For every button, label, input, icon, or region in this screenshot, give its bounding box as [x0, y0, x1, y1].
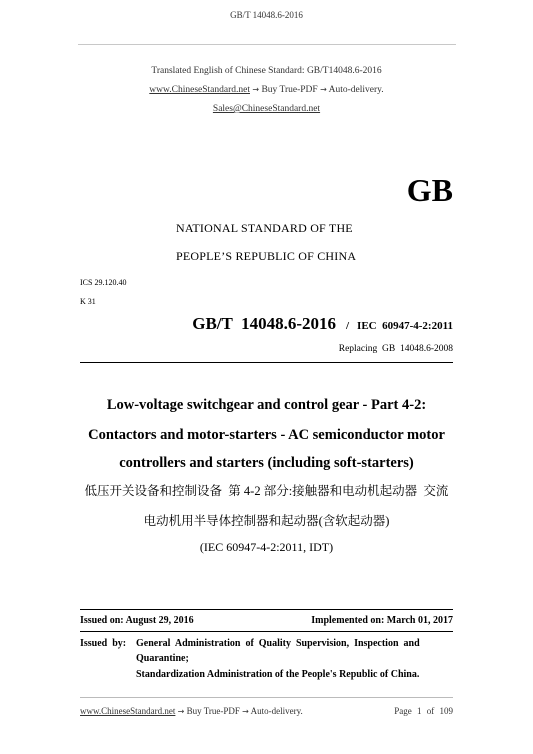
header-divider: [78, 44, 456, 45]
dates-bottom-divider: [80, 631, 453, 632]
total-pages: 109: [439, 706, 453, 716]
page-indicator: [394, 706, 453, 716]
arrow-right-icon: →: [320, 85, 327, 94]
title-zh-line2: 电动机用半导体控制器和起动器(含软起动器): [143, 514, 390, 528]
designation-slash: /: [345, 320, 350, 332]
ics-code: ICS 29.120.40: [80, 278, 127, 287]
running-header: GB/T 14048.6-2016: [230, 10, 303, 20]
footer-buy-text: Buy True-PDF: [186, 706, 240, 716]
footer-divider: [80, 697, 453, 698]
auto-delivery-text: Auto-delivery.: [328, 85, 384, 95]
footer-links: [80, 706, 303, 716]
arrow-right-icon: →: [242, 707, 249, 716]
buy-true-pdf-text: Buy True-PDF: [261, 85, 318, 95]
site-link[interactable]: www.ChineseStandard.net: [149, 85, 250, 95]
replacing-text: Replacing GB 14048.6-2008: [338, 344, 453, 354]
implemented-date: Implemented on: March 01, 2017: [311, 615, 453, 626]
page-number: 1: [417, 706, 422, 716]
translation-links: [0, 85, 533, 95]
arrow-right-icon: →: [252, 85, 260, 94]
of-label: of: [426, 706, 435, 716]
dates-top-divider: [80, 609, 453, 610]
footer-delivery-text: Auto-delivery.: [250, 706, 303, 716]
footer-site-link[interactable]: www.ChineseStandard.net: [80, 706, 176, 716]
title-en-line3: controllers and starters (including soft-starters): [119, 455, 414, 471]
issued-by-label: Issued by:: [80, 638, 127, 649]
issuer-line1: General Administration of Quality Supervision, Inspection and: [136, 638, 420, 649]
standard-number: GB/T 14048.6-2016: [192, 314, 336, 333]
translation-notice: Translated English of Chinese Standard: GB/T14048.6-2016: [151, 66, 382, 76]
page-label: Page: [394, 706, 412, 716]
title-zh-line1: 低压开关设备和控制设备 第 4-2 部分:接触器和电动机起动器 交流: [84, 484, 449, 498]
national-standard-line1: NATIONAL STANDARD OF THE: [176, 221, 353, 235]
standard-designation: [192, 314, 453, 334]
email-line: [0, 104, 533, 114]
issued-date: Issued on: August 29, 2016: [80, 615, 194, 626]
title-en-line1: Low-voltage switchgear and control gear - Part 4-2:: [106, 397, 427, 413]
ccs-code: K 31: [80, 297, 96, 306]
issuer-line2: Quarantine;: [136, 653, 189, 664]
designation-divider: [80, 362, 453, 363]
iec-reference: (IEC 60947-4-2:2011, IDT): [199, 540, 334, 554]
email-link[interactable]: Sales@ChineseStandard.net: [212, 104, 321, 114]
national-standard-line2: PEOPLE’S REPUBLIC OF CHINA: [176, 249, 357, 263]
iec-number: IEC 60947-4-2:2011: [357, 320, 453, 332]
arrow-right-icon: →: [177, 707, 185, 716]
issuer-line3: Standardization Administration of the People's Republic of China.: [136, 669, 420, 680]
gb-logo: GB: [406, 172, 453, 208]
title-en-line2: Contactors and motor-starters - AC semiconductor motor: [88, 427, 445, 443]
